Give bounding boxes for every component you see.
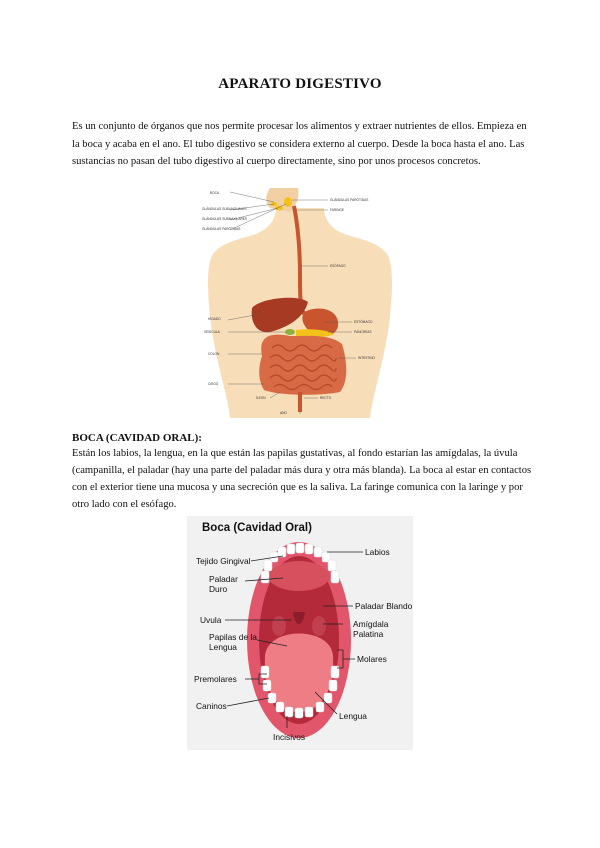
- page-title: APARATO DIGESTIVO: [218, 76, 382, 92]
- label-premolares: Premolares: [194, 674, 237, 684]
- digestive-system-figure: [200, 186, 400, 418]
- parotid-gland: [284, 197, 292, 207]
- label-intestino: INTESTINO: [358, 356, 376, 360]
- label-amigdala-1: Amígdala: [353, 619, 389, 629]
- mouth-figure-title: Boca (Cavidad Oral): [202, 522, 312, 534]
- label-recto: RECTO: [320, 396, 332, 400]
- intro-paragraph: Es un conjunto de órganos que nos permite procesar los alimentos y extraer nutrientes de ellos. Empieza en la boca y acaba en el ano. El tubo digestivo se considera externo al cuerpo. Desde la boca hasta el ano. Las sustancias no pasan del tubo digestivo al cuerpo directamente, sino por unos procesos concretos.: [72, 121, 527, 167]
- section-paragraph-boca: Están los labios, la lengua, en la que están las papilas gustativas, al fondo estarían las amígdalas, la úvula (campanilla, el paladar (hay una parte del paladar más dura y otra más blanda). La boca al estar en contactos con el exterior tiene una mucosa y una secreción que es la saliva. La faringe comunica con la laringe y por otro lado con el esófago.: [72, 448, 532, 510]
- label-parotidas-right: GLÁNDULAS PARÓTIDAS: [330, 198, 369, 202]
- label-ciego: CIEGO: [208, 382, 219, 386]
- label-papilas-1: Papilas de la: [209, 632, 257, 642]
- tonsil-right: [312, 616, 326, 636]
- label-uvula: Uvula: [200, 615, 222, 625]
- section-heading-boca: BOCA (CAVIDAD ORAL):: [72, 432, 202, 444]
- label-incisivos: Incisivos: [273, 732, 306, 742]
- tonsil-left: [272, 616, 286, 636]
- label-boca: BOCA: [210, 191, 220, 195]
- label-pancreas: PÁNCREAS: [354, 330, 372, 334]
- label-molares: Molares: [357, 654, 387, 664]
- label-higado: HÍGADO: [208, 317, 221, 321]
- label-labios: Labios: [365, 547, 390, 557]
- label-amigdala-2: Palatina: [353, 629, 384, 639]
- gallbladder: [285, 329, 295, 335]
- label-estomago: ESTÓMAGO: [354, 320, 373, 324]
- label-caninos: Caninos: [196, 701, 227, 711]
- submaxillary-gland: [275, 206, 283, 211]
- label-esofago: ESÓFAGO: [330, 264, 346, 268]
- label-vesicula: VESÍCULA: [204, 330, 220, 334]
- label-lengua: Lengua: [339, 711, 367, 721]
- label-parotida: GLÁNDULAS PARÓTIDAS: [202, 227, 241, 231]
- label-ileon: ÍLEON: [256, 396, 266, 400]
- label-ano: ANO: [280, 411, 287, 415]
- label-paladar-blando: Paladar Blando: [355, 601, 413, 611]
- label-colon: COLON: [208, 352, 220, 356]
- mouth-figure: [187, 516, 413, 750]
- label-paladar-duro-1: Paladar: [209, 574, 238, 584]
- label-sublingual: GLÁNDULAS SUBLINGUALES: [202, 207, 247, 211]
- label-paladar-duro-2: Duro: [209, 584, 228, 594]
- large-intestine: [259, 335, 346, 395]
- label-faringe: FARINGE: [330, 208, 344, 212]
- label-submaxilar: GLÁNDULAS SUBMAXILARES: [202, 217, 247, 221]
- label-tejido-gingival: Tejido Gingival: [196, 556, 251, 566]
- label-papilas-2: Lengua: [209, 642, 237, 652]
